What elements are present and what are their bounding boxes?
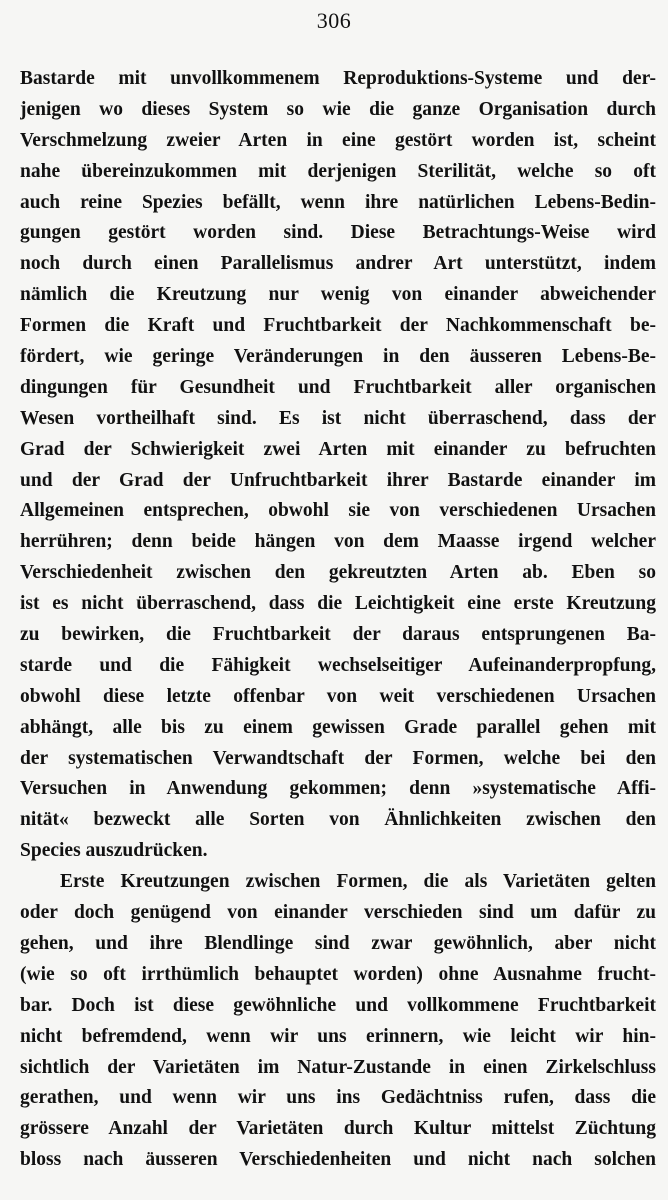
text-line: Formen die Kraft und Fruchtbarkeit der Nachkommenschaft be-	[20, 315, 656, 337]
text-line: auch reine Spezies befällt, wenn ihre natürlichen Lebens-Bedin-	[20, 191, 656, 213]
text-line: abhängt, alle bis zu einem gewissen Grade parallel gehen mit	[20, 716, 656, 738]
text-line: Wesen vortheilhaft sind. Es ist nicht überraschend, dass der	[20, 407, 656, 429]
text-line: Grad der Schwierigkeit zwei Arten mit einander zu befruchten	[20, 438, 656, 460]
text-line: nicht befremdend, wenn wir uns erinnern, wie leicht wir hin-	[20, 1025, 656, 1047]
text-line: noch durch einen Parallelismus andrer Art unterstützt, indem	[20, 253, 656, 275]
text-line: nämlich die Kreutzung nur wenig von einander abweichender	[20, 284, 656, 306]
text-line: gungen gestört worden sind. Diese Betrachtungs-Weise wird	[20, 222, 656, 244]
text-line: und der Grad der Unfruchtbarkeit ihrer Bastarde einander im	[20, 469, 656, 491]
text-line: sichtlich der Varietäten im Natur-Zustande in einen Zirkelschluss	[20, 1056, 656, 1078]
text-line: oder doch genügend von einander verschieden sind um dafür zu	[20, 902, 656, 924]
text-line: ist es nicht überraschend, dass die Leichtigkeit eine erste Kreutzung	[20, 593, 656, 615]
page-number: 306	[316, 8, 352, 33]
text-line: nität« bezweckt alle Sorten von Ähnlichkeiten zwischen den	[20, 809, 656, 831]
text-line: dingungen für Gesundheit und Fruchtbarkeit aller organischen	[20, 376, 656, 398]
text-line: bloss nach äusseren Verschiedenheiten und nicht nach solchen	[20, 1149, 656, 1171]
text-line: nahe übereinzukommen mit derjenigen Sterilität, welche so oft	[20, 160, 656, 182]
text-line: bar. Doch ist diese gewöhnliche und vollkommene Fruchtbarkeit	[20, 994, 656, 1016]
text-line: obwohl diese letzte offenbar von weit verschiedenen Ursachen	[20, 685, 656, 707]
text-line: Versuchen in Anwendung gekommen; denn »systematische Affi-	[20, 778, 656, 800]
text-line: herrühren; denn beide hängen von dem Maasse irgend welcher	[20, 531, 656, 553]
text-line: jenigen wo dieses System so wie die ganze Organisation durch	[20, 98, 656, 120]
text-line: der systematischen Verwandtschaft der Formen, welche bei den	[20, 747, 656, 769]
text-line: Bastarde mit unvollkommenem Reproduktions-Systeme und der-	[20, 68, 656, 89]
text-line: gehen, und ihre Blendlinge sind zwar gewöhnlich, aber nicht	[20, 932, 656, 954]
text-line: zu bewirken, die Fruchtbarkeit der daraus entsprungenen Ba-	[20, 624, 656, 646]
text-line: Verschmelzung zweier Arten in eine gestört worden ist, scheint	[20, 129, 656, 151]
body-text	[20, 64, 656, 1176]
text-line: grössere Anzahl der Varietäten durch Kultur mittelst Züchtung	[20, 1118, 656, 1140]
text-line: gerathen, und wenn wir uns ins Gedächtniss rufen, dass die	[20, 1087, 656, 1109]
paragraph-start-line: Erste Kreutzungen zwischen Formen, die als Varietäten gelten	[60, 871, 656, 893]
paragraph-end-line: Species auszudrücken.	[20, 840, 208, 862]
text-line: Allgemeinen entsprechen, obwohl sie von verschiedenen Ursachen	[20, 500, 656, 522]
text-line: (wie so oft irrthümlich behauptet worden) ohne Ausnahme frucht-	[20, 963, 656, 985]
text-line: Verschiedenheit zwischen den gekreutzten Arten ab. Eben so	[20, 562, 656, 584]
text-line: fördert, wie geringe Veränderungen in den äusseren Lebens-Be-	[20, 346, 656, 368]
text-line: starde und die Fähigkeit wechselseitiger Aufeinanderpropfung,	[20, 654, 656, 676]
